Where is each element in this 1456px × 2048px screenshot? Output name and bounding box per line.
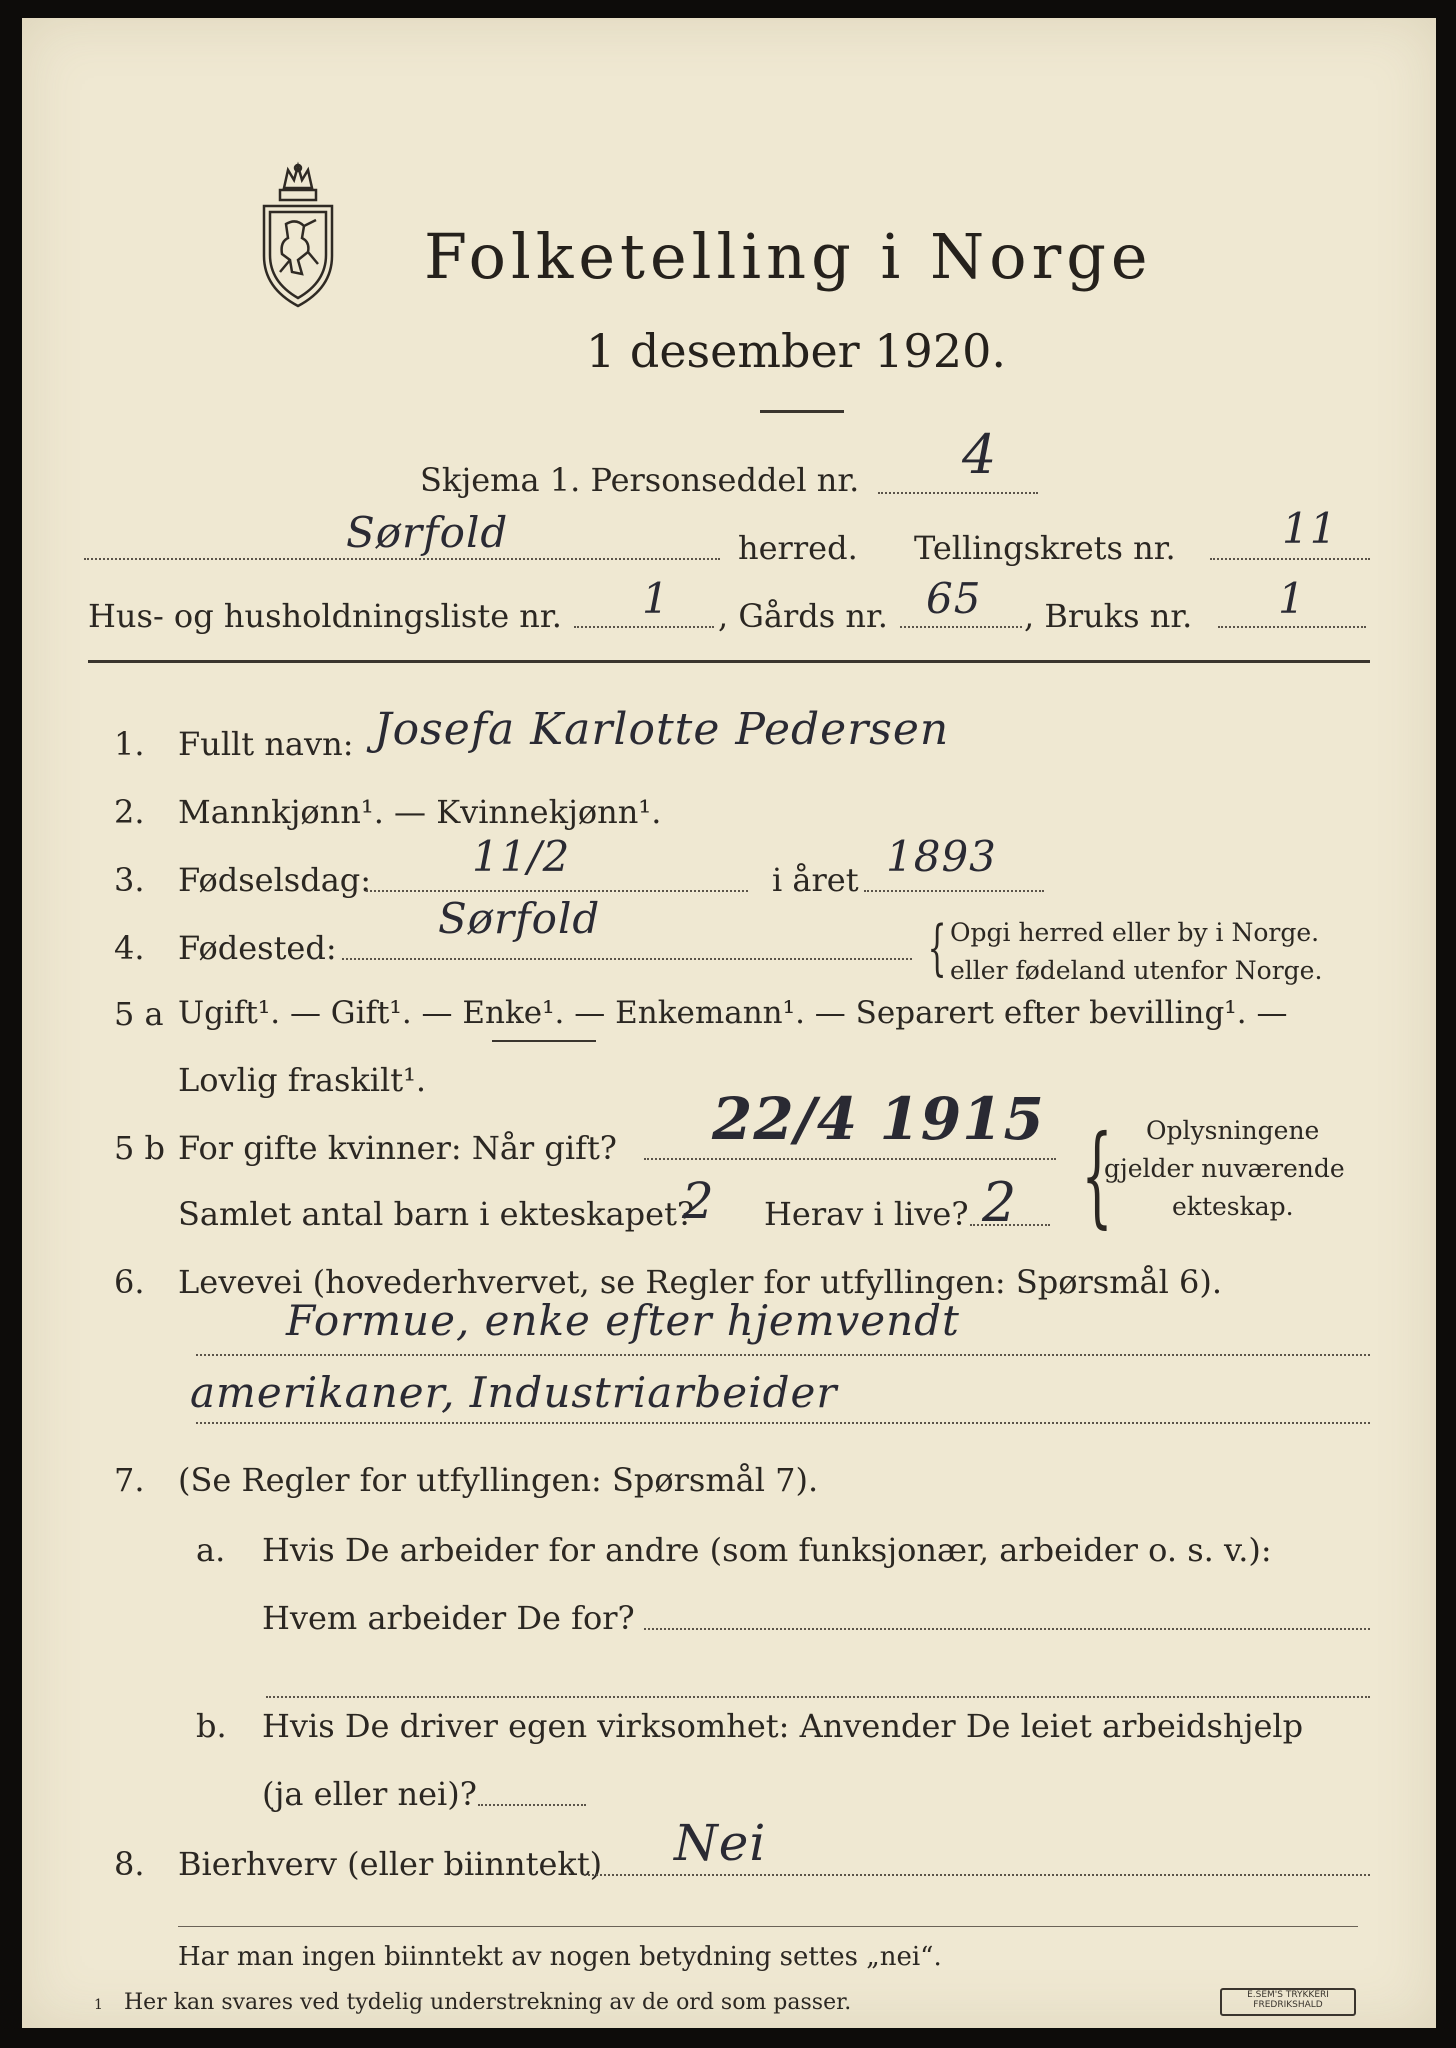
gards-label: , Gårds nr. [718, 597, 888, 635]
q6-answer-value1: Formue, enke efter hjemvendt [286, 1296, 960, 1345]
q5b-note-brace: { [1081, 1111, 1113, 1239]
q7b-line1: Hvis De driver egen virksomhet: Anvender De leiet arbeidshjelp [262, 1707, 1304, 1745]
q4-line [342, 958, 912, 960]
hus-label: Hus- og husholdningsliste nr. [88, 597, 562, 635]
q6-number: 6. [114, 1263, 145, 1301]
q3-year-label: i året [772, 861, 859, 899]
q8-number: 8. [114, 1845, 145, 1883]
footnote-text: Her kan svares ved tydelig understrekning av de ord som passer. [124, 1990, 852, 2015]
q3-year-value: 1893 [886, 832, 997, 881]
footer-rule [178, 1926, 1358, 1927]
q5b-note-line1: Oplysningene [1146, 1116, 1320, 1145]
q7a-answer-line1 [644, 1628, 1370, 1630]
q7b-number: b. [196, 1707, 227, 1745]
q4-note-brace: { [927, 913, 947, 983]
herred-label: herred. [738, 529, 858, 567]
q5b-number: 5 b [114, 1129, 166, 1167]
form-title: Folketelling i Norge [424, 220, 1153, 293]
herred-line [84, 558, 720, 560]
q5b-note-line2: gjelder nuværende [1104, 1154, 1345, 1183]
q3-label: Fødselsdag: [178, 861, 372, 899]
q5b-alive-value: 2 [982, 1171, 1018, 1234]
schema-label: Skjema 1. Personseddel nr. [420, 461, 860, 499]
q1-number: 1. [114, 725, 145, 763]
q8-value: Nei [674, 1814, 767, 1872]
q5a-line2: Lovlig fraskilt¹. [178, 1061, 427, 1099]
q5a-number: 5 a [114, 995, 164, 1033]
section-rule [88, 660, 1370, 663]
q6-answer-line2 [196, 1422, 1370, 1424]
q7a-line1: Hvis De arbeider for andre (som funksjonær, arbeider o. s. v.): [262, 1531, 1272, 1569]
census-date: 1 desember 1920. [586, 324, 1006, 378]
census-form-sheet [22, 18, 1436, 2028]
tellingskrets-line [1210, 558, 1370, 560]
norway-coat-of-arms-icon [250, 160, 346, 310]
q5b-alive-label: Herav i live? [764, 1195, 969, 1233]
q3-day-value: 11/2 [472, 832, 571, 881]
gards-line [900, 626, 1022, 628]
q1-value: Josefa Karlotte Pedersen [374, 704, 950, 755]
tellingskrets-label: Tellingskrets nr. [914, 529, 1176, 567]
bruks-label: , Bruks nr. [1024, 597, 1193, 635]
q3-day-line [366, 890, 748, 892]
q7a-number: a. [196, 1531, 226, 1569]
q6-answer-value2: amerikaner, Industriarbeider [190, 1368, 838, 1417]
q7-label: (Se Regler for utfyllingen: Spørsmål 7). [178, 1461, 819, 1499]
footer-note: Har man ingen biinntekt av nogen betydning settes „nei“. [178, 1942, 942, 1972]
q8-line [584, 1874, 1370, 1876]
q5b-children-label: Samlet antal barn i ekteskapet? [178, 1195, 695, 1233]
q7a-answer-line2 [266, 1696, 1370, 1698]
printer-stamp [1220, 1988, 1356, 2016]
schema-number-line [878, 492, 1038, 494]
q7-number: 7. [114, 1461, 145, 1499]
q3-number: 3. [114, 861, 145, 899]
q7b-answer-line [478, 1804, 586, 1806]
q4-note-line2: eller fødeland utenfor Norge. [950, 956, 1323, 985]
hus-value: 1 [642, 574, 670, 623]
q5a-line1: Ugift¹. — Gift¹. — Enke¹. — Enkemann¹. — Separert efter bevilling¹. — [178, 995, 1288, 1031]
q6-answer-line1 [196, 1354, 1370, 1356]
hus-line [574, 626, 714, 628]
q5b-married-line [644, 1158, 1056, 1160]
q2-label: Mannkjønn¹. — Kvinnekjønn¹. [178, 793, 662, 831]
q3-year-line [864, 890, 1044, 892]
q6-label: Levevei (hovederhvervet, se Regler for utfyllingen: Spørsmål 6). [178, 1263, 1223, 1301]
q4-note-line1: Opgi herred eller by i Norge. [950, 918, 1320, 947]
q8-label: Bierhverv (eller biinntekt) [178, 1845, 603, 1883]
q5a-enke-underline [492, 1040, 596, 1042]
title-divider [760, 410, 844, 413]
q4-value: Sørfold [438, 894, 601, 943]
q5b-married-value: 22/4 1915 [712, 1085, 1045, 1153]
q5b-note-line3: ekteskap. [1172, 1192, 1294, 1221]
schema-number-value: 4 [962, 423, 998, 486]
q7a-line2: Hvem arbeider De for? [262, 1599, 635, 1637]
q5b-children-value: 2 [682, 1172, 715, 1230]
q5b-married-label: For gifte kvinner: Når gift? [178, 1129, 617, 1167]
herred-value: Sørfold [346, 508, 509, 557]
printer-stamp-line2: FREDRIKSHALD [1253, 2000, 1323, 2010]
footnote-number: 1 [94, 1997, 103, 2013]
q4-label: Fødested: [178, 929, 337, 967]
q4-number: 4. [114, 929, 145, 967]
tellingskrets-value: 11 [1282, 504, 1338, 553]
bruks-line [1218, 626, 1366, 628]
q7b-line2: (ja eller nei)? [262, 1775, 477, 1813]
printer-stamp-line1: E.SEM'S TRYKKERI [1247, 1990, 1329, 2000]
bruks-value: 1 [1278, 574, 1306, 623]
q2-number: 2. [114, 793, 145, 831]
gards-value: 65 [926, 574, 982, 623]
q1-label: Fullt navn: [178, 725, 354, 763]
